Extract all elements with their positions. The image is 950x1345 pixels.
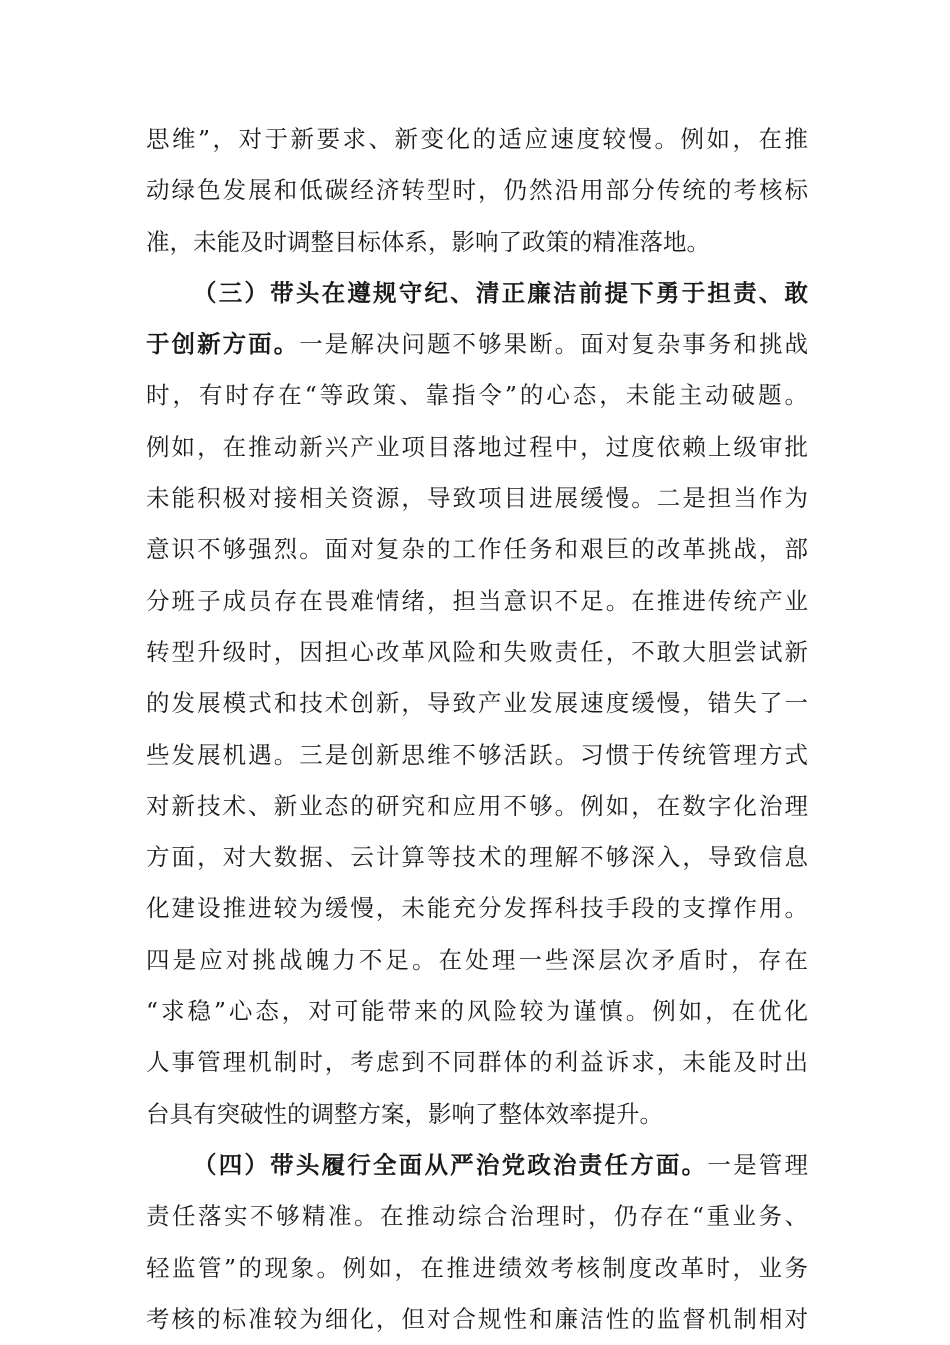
text-line <box>146 730 808 781</box>
body-text: 意识不够强烈。面对复杂的工作任务和艰巨的改革挑战，部 <box>146 535 808 564</box>
text-line <box>146 524 808 575</box>
text-line <box>146 370 808 421</box>
body-text: 转型升级时，因担心改革风险和失败责任，不敢大胆尝试新 <box>146 637 808 666</box>
text-line <box>146 832 808 883</box>
body-text: 对新技术、新业态的研究和应用不够。例如，在数字化治理 <box>146 791 808 820</box>
body-text: 思维”，对于新要求、新变化的适应速度较慢。例如，在推 <box>146 125 808 153</box>
text-line <box>146 1191 808 1242</box>
body-text: 例如，在推动新兴产业项目落地过程中，过度依赖上级审批 <box>146 432 808 461</box>
text-line <box>146 1037 808 1088</box>
body-text: 分班子成员存在畏难情绪，担当意识不足。在推进传统产业 <box>146 586 808 615</box>
body-text: 未能积极对接相关资源，导致项目进展缓慢。二是担当作为 <box>146 484 808 513</box>
text-line <box>146 576 808 627</box>
body-text: 四是应对挑战魄力不足。在处理一些深层次矛盾时，存在 <box>146 945 808 974</box>
text-line <box>146 986 808 1037</box>
text-line <box>146 217 808 268</box>
body-text: 轻监管”的现象。例如，在推进绩效考核制度改革时，业务 <box>146 1253 808 1282</box>
body-text: 人事管理机制时，考虑到不同群体的利益诉求，未能及时出 <box>146 1048 808 1077</box>
text-line <box>146 935 808 986</box>
body-text: 些发展机遇。三是创新思维不够活跃。习惯于传统管理方式 <box>146 740 808 769</box>
body-text: 责任落实不够精准。在推动综合治理时，仍存在“重业务、 <box>146 1202 808 1231</box>
text-line <box>146 627 808 678</box>
body-text: 动绿色发展和低碳经济转型时，仍然沿用部分传统的考核标 <box>146 176 808 205</box>
text-line <box>146 473 808 524</box>
body-text: 一是管理 <box>707 1150 809 1179</box>
text-line <box>146 1089 808 1140</box>
body-text: 一是解决问题不够果断。面对复杂事务和挑战 <box>299 330 809 359</box>
text-line <box>146 114 808 165</box>
text-line <box>146 319 808 370</box>
body-text: 台具有突破性的调整方案，影响了整体效率提升。 <box>146 1099 663 1128</box>
body-text: 时，有时存在“等政策、靠指令”的心态，未能主动破题。 <box>146 381 808 410</box>
text-line <box>146 165 808 216</box>
body-text: 考核的标准较为细化，但对合规性和廉洁性的监督机制相对 <box>146 1304 808 1333</box>
text-line <box>146 883 808 934</box>
text-line <box>146 1294 808 1345</box>
bold-heading-text: （四）带头履行全面从严治党政治责任方面。 <box>193 1150 708 1179</box>
body-text: 化建设推进较为缓慢，未能充分发挥科技手段的支撑作用。 <box>146 894 808 923</box>
bold-heading-text: （三）带头在遵规守纪、清正廉洁前提下勇于担责、敢 <box>193 278 808 307</box>
body-text: 准，未能及时调整目标体系，影响了政策的精准落地。 <box>146 227 710 256</box>
body-text: 方面，对大数据、云计算等技术的理解不够深入，导致信息 <box>146 843 808 872</box>
text-line <box>146 781 808 832</box>
text-line <box>146 1243 808 1294</box>
text-line <box>146 1140 808 1191</box>
text-line <box>146 268 808 319</box>
body-text: 的发展模式和技术创新，导致产业发展速度缓慢，错失了一 <box>146 689 808 718</box>
body-text: “求稳”心态，对可能带来的风险较为谨慎。例如，在优化 <box>146 997 808 1026</box>
text-line <box>146 422 808 473</box>
bold-heading-text: 于创新方面。 <box>146 330 300 359</box>
document-body <box>146 114 808 1345</box>
text-line <box>146 678 808 729</box>
